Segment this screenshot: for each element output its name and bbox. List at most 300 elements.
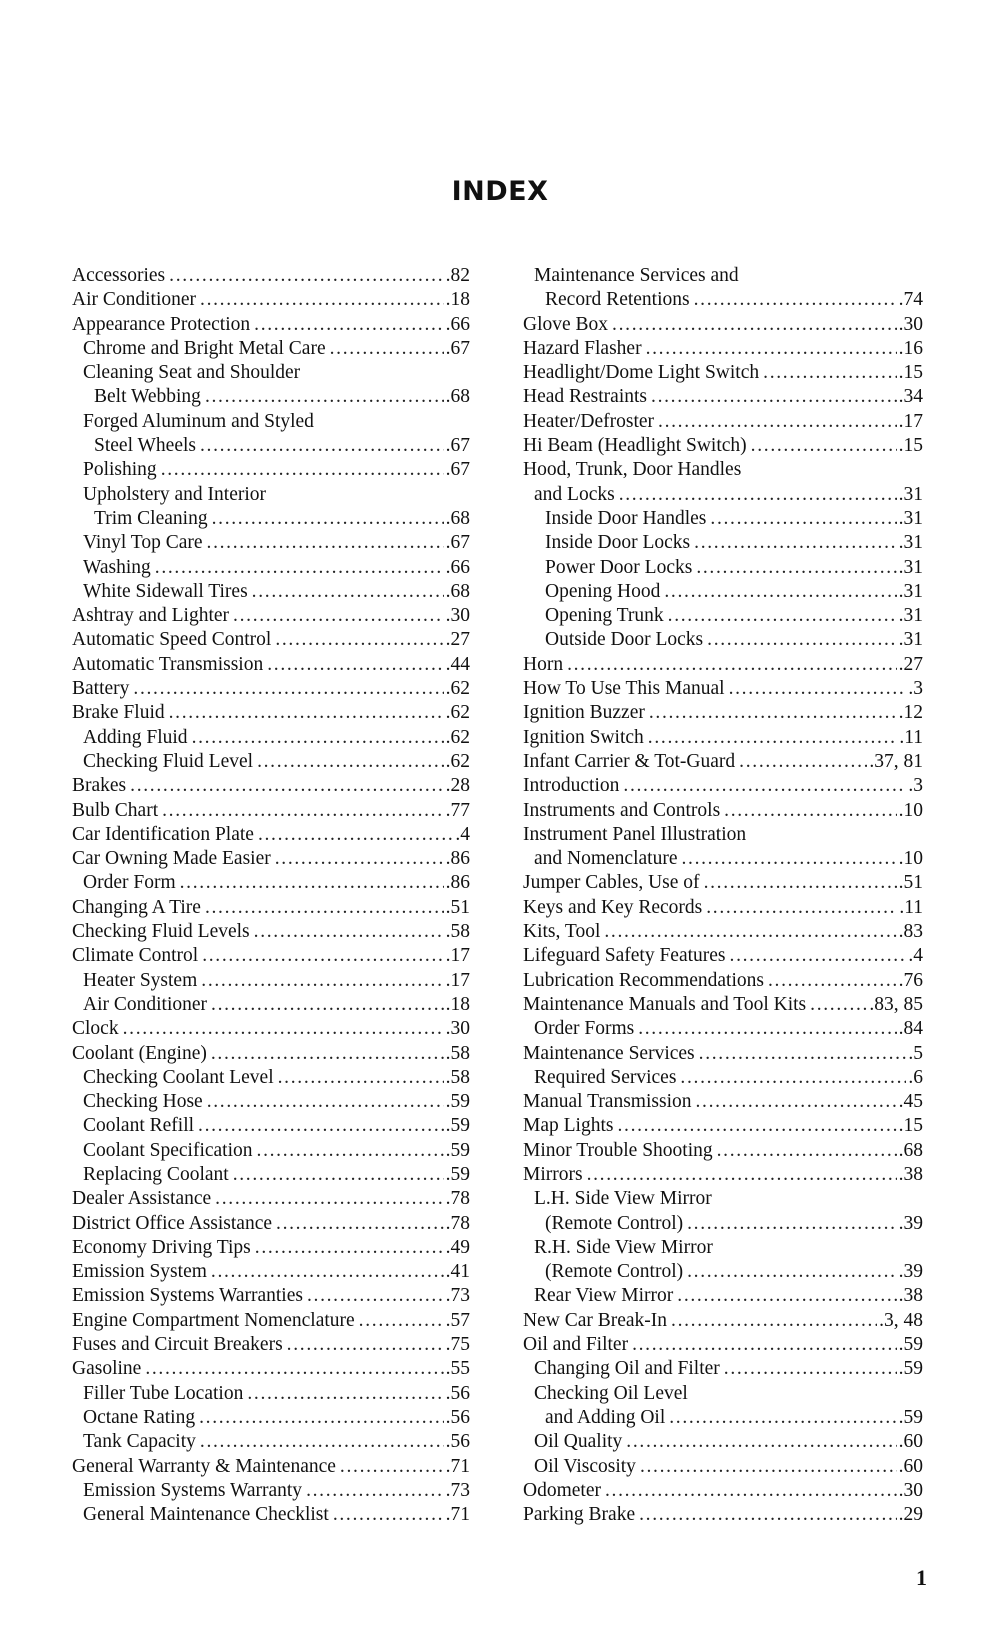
index-entry xyxy=(72,628,470,652)
index-entry xyxy=(523,1455,923,1479)
leader-dots xyxy=(567,653,897,677)
leader-dots xyxy=(664,580,896,604)
index-entry xyxy=(523,1309,923,1333)
entry-label: General Warranty & Maintenance xyxy=(72,1455,336,1477)
entry-label: Introduction xyxy=(523,775,620,797)
index-entry xyxy=(523,1212,923,1236)
entry-page: .73 xyxy=(445,1285,470,1307)
entry-label: District Office Assistance xyxy=(72,1212,273,1234)
leader-dots xyxy=(207,1090,444,1114)
entry-label: Infant Carrier & Tot-Guard xyxy=(523,750,736,772)
entry-page: .3 xyxy=(908,775,923,797)
leader-dots xyxy=(617,1114,896,1138)
entry-label: Heater/Defroster xyxy=(523,410,655,432)
leader-dots xyxy=(169,701,444,725)
entry-page: .58 xyxy=(445,1042,470,1064)
entry-label: Oil Viscosity xyxy=(534,1455,636,1477)
leader-dots xyxy=(612,313,897,337)
index-entry xyxy=(72,1260,470,1284)
index-entry xyxy=(72,1139,470,1163)
entry-page: .10 xyxy=(898,799,923,821)
entry-label: Coolant Refill xyxy=(83,1115,195,1137)
entry-label: Emission Systems Warranties xyxy=(72,1285,303,1307)
index-entry xyxy=(72,1333,470,1357)
index-entry xyxy=(72,896,470,920)
entry-page: .31 xyxy=(898,605,923,627)
entry-page: .83 xyxy=(898,921,923,943)
entry-label: Brakes xyxy=(72,775,127,797)
leader-dots xyxy=(211,1042,444,1066)
leader-dots xyxy=(696,556,896,580)
index-entry xyxy=(523,1382,923,1406)
entry-label: Vinyl Top Care xyxy=(83,532,203,554)
index-entry xyxy=(523,337,923,361)
entry-page: .67 xyxy=(445,459,470,481)
entry-page: .67 xyxy=(445,532,470,554)
entry-page: .5 xyxy=(908,1042,923,1064)
leader-dots xyxy=(130,774,443,798)
leader-dots xyxy=(307,1284,444,1308)
entry-label: Engine Compartment Nomenclature xyxy=(72,1309,355,1331)
index-entry xyxy=(72,944,470,968)
leader-dots xyxy=(275,847,444,871)
entry-page: .31 xyxy=(898,507,923,529)
leader-dots xyxy=(587,1163,897,1187)
entry-page: .62 xyxy=(445,678,470,700)
entry-label: Checking Fluid Level xyxy=(83,750,254,772)
entry-page: .67 xyxy=(445,337,470,359)
leader-dots xyxy=(267,653,443,677)
entry-label: Dealer Assistance xyxy=(72,1188,212,1210)
leader-dots xyxy=(604,920,896,944)
entry-page: .73 xyxy=(445,1479,470,1501)
leader-dots xyxy=(669,1406,896,1430)
index-entry xyxy=(72,847,470,871)
leader-dots xyxy=(681,847,896,871)
index-entry xyxy=(72,969,470,993)
leader-dots xyxy=(207,531,444,555)
entry-label: Adding Fluid xyxy=(83,726,188,748)
entry-label: Inside Door Handles xyxy=(545,507,707,529)
entry-page: .62 xyxy=(445,702,470,724)
entry-label: White Sidewall Tires xyxy=(83,580,248,602)
leader-dots xyxy=(145,1357,443,1381)
leader-dots xyxy=(180,871,444,895)
entry-label: Air Conditioner xyxy=(83,993,208,1015)
entry-page: .18 xyxy=(445,289,470,311)
entry-page: .68 xyxy=(445,507,470,529)
leader-dots xyxy=(626,1430,896,1454)
index-entry xyxy=(72,264,470,288)
entry-page: .82 xyxy=(445,265,470,286)
index-entry xyxy=(523,1503,923,1527)
leader-dots xyxy=(694,531,896,555)
index-entry xyxy=(72,1212,470,1236)
entry-page: .59 xyxy=(445,1163,470,1185)
index-entry xyxy=(523,1042,923,1066)
index-entry xyxy=(523,653,923,677)
entry-label: Maintenance Services xyxy=(523,1042,695,1064)
entry-page: .56 xyxy=(445,1431,470,1453)
entry-label: Belt Webbing xyxy=(94,386,201,408)
entry-label: Oil Quality xyxy=(534,1431,623,1453)
entry-label: Automatic Speed Control xyxy=(72,629,272,651)
entry-label: Required Services xyxy=(534,1066,677,1088)
entry-page: .3 xyxy=(908,678,923,700)
entry-label: Opening Hood xyxy=(545,580,661,602)
index-entry xyxy=(72,1309,470,1333)
entry-label: Filler Tube Location xyxy=(83,1382,244,1404)
entry-page: .17 xyxy=(898,410,923,432)
entry-label: General Maintenance Checklist xyxy=(83,1504,329,1526)
index-entry xyxy=(72,1357,470,1381)
index-entry xyxy=(523,410,923,434)
index-entry xyxy=(523,1430,923,1454)
leader-dots xyxy=(205,385,444,409)
entry-label: Coolant Specification xyxy=(83,1139,253,1161)
leader-dots xyxy=(651,385,897,409)
entry-page: .56 xyxy=(445,1406,470,1428)
entry-page: .57 xyxy=(445,1309,470,1331)
leader-dots xyxy=(695,1090,896,1114)
leader-dots xyxy=(707,628,896,652)
entry-page: .78 xyxy=(445,1212,470,1234)
entry-page: .78 xyxy=(445,1188,470,1210)
index-entry xyxy=(523,896,923,920)
leader-dots xyxy=(671,1309,877,1333)
entry-label: Horn xyxy=(523,653,564,675)
index-entry xyxy=(72,653,470,677)
entry-label: Appearance Protection xyxy=(72,313,251,335)
entry-page: .55 xyxy=(445,1358,470,1380)
index-entry xyxy=(523,920,923,944)
entry-page: .31 xyxy=(898,532,923,554)
entry-page: .15 xyxy=(898,362,923,384)
index-column-left xyxy=(72,264,470,1527)
index-entry xyxy=(72,1042,470,1066)
index-entry xyxy=(523,1090,923,1114)
entry-page: .59 xyxy=(445,1091,470,1113)
leader-dots xyxy=(340,1455,444,1479)
leader-dots xyxy=(255,1236,444,1260)
entry-page: .67 xyxy=(445,435,470,457)
leader-dots xyxy=(717,1139,897,1163)
page-number: 1 xyxy=(916,1565,927,1590)
index-entry xyxy=(72,361,470,385)
index-entry xyxy=(523,556,923,580)
entry-label: (Remote Control) xyxy=(545,1212,684,1234)
index-entry xyxy=(72,1017,470,1041)
leader-dots xyxy=(202,944,443,968)
leader-dots xyxy=(254,920,444,944)
entry-label: How To Use This Manual xyxy=(523,678,725,700)
index-entry xyxy=(523,871,923,895)
entry-page: .58 xyxy=(445,921,470,943)
entry-label: and Nomenclature xyxy=(534,848,678,870)
entry-page: .38 xyxy=(898,1163,923,1185)
index-entry xyxy=(523,969,923,993)
leader-dots xyxy=(201,969,443,993)
leader-dots xyxy=(162,799,444,823)
leader-dots xyxy=(623,774,906,798)
leader-dots xyxy=(694,288,897,312)
leader-dots xyxy=(646,337,897,361)
entry-page: .86 xyxy=(445,848,470,870)
index-entry xyxy=(523,458,923,482)
leader-dots xyxy=(658,410,897,434)
index-entry xyxy=(523,1236,923,1260)
index-entry xyxy=(523,1406,923,1430)
entry-label: Upholstery and Interior xyxy=(83,483,267,505)
entry-label: Accessories xyxy=(72,265,166,286)
index-entry xyxy=(72,385,470,409)
index-entry xyxy=(523,1163,923,1187)
entry-page: .11 xyxy=(899,896,923,918)
entry-label: Forged Aluminum and Styled xyxy=(83,410,314,432)
entry-page: .30 xyxy=(445,605,470,627)
entry-label: Trim Cleaning xyxy=(94,507,208,529)
entry-label: Clock xyxy=(72,1018,119,1040)
index-entry xyxy=(523,628,923,652)
index-entry xyxy=(72,726,470,750)
entry-label: Manual Transmission xyxy=(523,1091,692,1113)
entry-label: Air Conditioner xyxy=(72,289,197,311)
index-entry xyxy=(72,1066,470,1090)
leader-dots xyxy=(751,434,897,458)
entry-label: Order Forms xyxy=(534,1018,635,1040)
leader-dots xyxy=(198,1114,444,1138)
leader-dots xyxy=(275,628,443,652)
entry-label: Polishing xyxy=(83,459,157,481)
index-entry xyxy=(72,677,470,701)
leader-dots xyxy=(763,361,896,385)
entry-page: .4 xyxy=(455,823,470,845)
leader-dots xyxy=(710,507,896,531)
entry-page: .59 xyxy=(898,1334,923,1356)
leader-dots xyxy=(211,1260,444,1284)
entry-label: (Remote Control) xyxy=(545,1261,684,1283)
index-entry xyxy=(72,1163,470,1187)
index-column-right xyxy=(523,264,923,1527)
leader-dots xyxy=(706,896,897,920)
entry-label: Tank Capacity xyxy=(83,1431,196,1453)
index-entry xyxy=(72,288,470,312)
entry-page: .16 xyxy=(898,337,923,359)
leader-dots xyxy=(258,823,453,847)
entry-page: .60 xyxy=(898,1431,923,1453)
leader-dots xyxy=(330,337,444,361)
entry-label: Brake Fluid xyxy=(72,702,165,724)
entry-label: Instruments and Controls xyxy=(523,799,721,821)
entry-label: R.H. Side View Mirror xyxy=(534,1236,713,1258)
entry-label: Battery xyxy=(72,678,130,700)
entry-label: Keys and Key Records xyxy=(523,896,703,918)
leader-dots xyxy=(257,1139,444,1163)
entry-label: Checking Hose xyxy=(83,1091,203,1113)
entry-page: .59 xyxy=(898,1406,923,1428)
entry-label: Chrome and Bright Metal Care xyxy=(83,337,326,359)
index-entry xyxy=(523,1260,923,1284)
leader-dots xyxy=(333,1503,444,1527)
entry-page: .58 xyxy=(445,1066,470,1088)
entry-label: Inside Door Locks xyxy=(545,532,691,554)
entry-label: Jumper Cables, Use of xyxy=(523,872,700,894)
index-entry xyxy=(72,483,470,507)
entry-label: Octane Rating xyxy=(83,1406,196,1428)
entry-page: .11 xyxy=(899,726,923,748)
leader-dots xyxy=(359,1309,444,1333)
entry-label: Heater System xyxy=(83,969,198,991)
entry-page: .15 xyxy=(898,435,923,457)
index-entry xyxy=(72,458,470,482)
index-entry xyxy=(72,1187,470,1211)
page-title: INDEX xyxy=(451,176,549,207)
entry-label: Car Identification Plate xyxy=(72,823,254,845)
entry-page: .31 xyxy=(898,556,923,578)
leader-dots xyxy=(212,507,444,531)
leader-dots xyxy=(123,1017,444,1041)
entry-label: Lifeguard Safety Features xyxy=(523,945,726,967)
entry-page: .44 xyxy=(445,653,470,675)
leader-dots xyxy=(730,944,907,968)
leader-dots xyxy=(200,1430,444,1454)
entry-label: Rear View Mirror xyxy=(534,1285,674,1307)
entry-label: Kits, Tool xyxy=(523,921,601,943)
entry-page: .15 xyxy=(898,1115,923,1137)
index-entry xyxy=(72,799,470,823)
leader-dots xyxy=(215,1187,443,1211)
leader-dots xyxy=(729,677,907,701)
entry-page: .45 xyxy=(898,1091,923,1113)
index-entry xyxy=(72,313,470,337)
entry-page: .10 xyxy=(898,848,923,870)
leader-dots xyxy=(169,264,443,288)
leader-dots xyxy=(648,726,898,750)
entry-page: .6 xyxy=(908,1066,923,1088)
entry-label: Emission Systems Warranty xyxy=(83,1479,303,1501)
entry-label: Opening Trunk xyxy=(545,605,664,627)
entry-page: .74 xyxy=(898,289,923,311)
leader-dots xyxy=(724,1357,897,1381)
entry-label: Washing xyxy=(83,556,151,578)
leader-dots xyxy=(724,799,896,823)
entry-label: Oil and Filter xyxy=(523,1334,629,1356)
entry-page: .59 xyxy=(445,1139,470,1161)
index-entry xyxy=(523,944,923,968)
leader-dots xyxy=(704,871,897,895)
leader-dots xyxy=(192,726,444,750)
index-entry xyxy=(72,1430,470,1454)
leader-dots xyxy=(687,1260,897,1284)
entry-label: Checking Fluid Levels xyxy=(72,921,250,943)
leader-dots xyxy=(133,677,443,701)
leader-dots xyxy=(276,1212,444,1236)
entry-label: Ignition Switch xyxy=(523,726,644,748)
entry-label: Climate Control xyxy=(72,945,199,967)
entry-label: Hi Beam (Headlight Switch) xyxy=(523,435,747,457)
entry-page: .59 xyxy=(445,1115,470,1137)
entry-label: Ignition Buzzer xyxy=(523,702,645,724)
entry-label: Instrument Panel Illustration xyxy=(523,823,747,845)
leader-dots xyxy=(640,1455,897,1479)
index-entry xyxy=(72,774,470,798)
entry-page: .30 xyxy=(445,1018,470,1040)
leader-dots xyxy=(287,1333,444,1357)
leader-dots xyxy=(649,701,897,725)
entry-label: Lubrication Recommendations xyxy=(523,969,764,991)
index-entry xyxy=(72,1090,470,1114)
leader-dots xyxy=(619,483,897,507)
entry-page: .86 xyxy=(445,872,470,894)
entry-page: .51 xyxy=(898,872,923,894)
entry-label: Car Owning Made Easier xyxy=(72,848,271,870)
entry-page: .68 xyxy=(445,580,470,602)
index-entry xyxy=(72,750,470,774)
index-entry xyxy=(523,847,923,871)
index-entry xyxy=(72,1479,470,1503)
index-entry xyxy=(523,531,923,555)
index-entry xyxy=(72,580,470,604)
leader-dots xyxy=(638,1017,896,1041)
index-entry xyxy=(72,337,470,361)
entry-label: Map Lights xyxy=(523,1115,614,1137)
index-entry xyxy=(523,677,923,701)
index-entry xyxy=(523,774,923,798)
leader-dots xyxy=(199,1406,444,1430)
index-entry xyxy=(72,604,470,628)
entry-page: .66 xyxy=(445,556,470,578)
leader-dots xyxy=(699,1042,907,1066)
index-entry xyxy=(523,1139,923,1163)
entry-label: and Locks xyxy=(534,483,615,505)
leader-dots xyxy=(252,580,444,604)
entry-page: .41 xyxy=(445,1261,470,1283)
index-entry xyxy=(523,993,923,1017)
index-entry xyxy=(523,604,923,628)
entry-page: .71 xyxy=(445,1455,470,1477)
entry-label: Maintenance Manuals and Tool Kits xyxy=(523,993,807,1015)
entry-label: Changing A Tire xyxy=(72,896,201,918)
leader-dots xyxy=(810,993,867,1017)
index-entry xyxy=(72,531,470,555)
index-entry xyxy=(523,264,923,288)
leader-dots xyxy=(211,993,444,1017)
entry-page: .30 xyxy=(898,313,923,335)
leader-dots xyxy=(639,1503,897,1527)
index-entry xyxy=(72,823,470,847)
index-entry xyxy=(72,556,470,580)
entry-label: Steel Wheels xyxy=(94,435,196,457)
entry-page: .84 xyxy=(898,1018,923,1040)
index-entry xyxy=(523,313,923,337)
leader-dots xyxy=(247,1382,443,1406)
leader-dots xyxy=(677,1284,896,1308)
entry-label: Economy Driving Tips xyxy=(72,1236,251,1258)
index-entry xyxy=(523,1017,923,1041)
entry-page: .49 xyxy=(445,1236,470,1258)
index-entry xyxy=(523,1187,923,1211)
leader-dots xyxy=(768,969,897,993)
index-entry xyxy=(72,1284,470,1308)
entry-label: and Adding Oil xyxy=(545,1406,666,1428)
entry-page: .39 xyxy=(898,1261,923,1283)
entry-page: .27 xyxy=(445,629,470,651)
index-entry xyxy=(523,483,923,507)
index-entry xyxy=(523,799,923,823)
index-entry xyxy=(72,410,470,434)
leader-dots xyxy=(668,604,897,628)
leader-dots xyxy=(605,1479,897,1503)
